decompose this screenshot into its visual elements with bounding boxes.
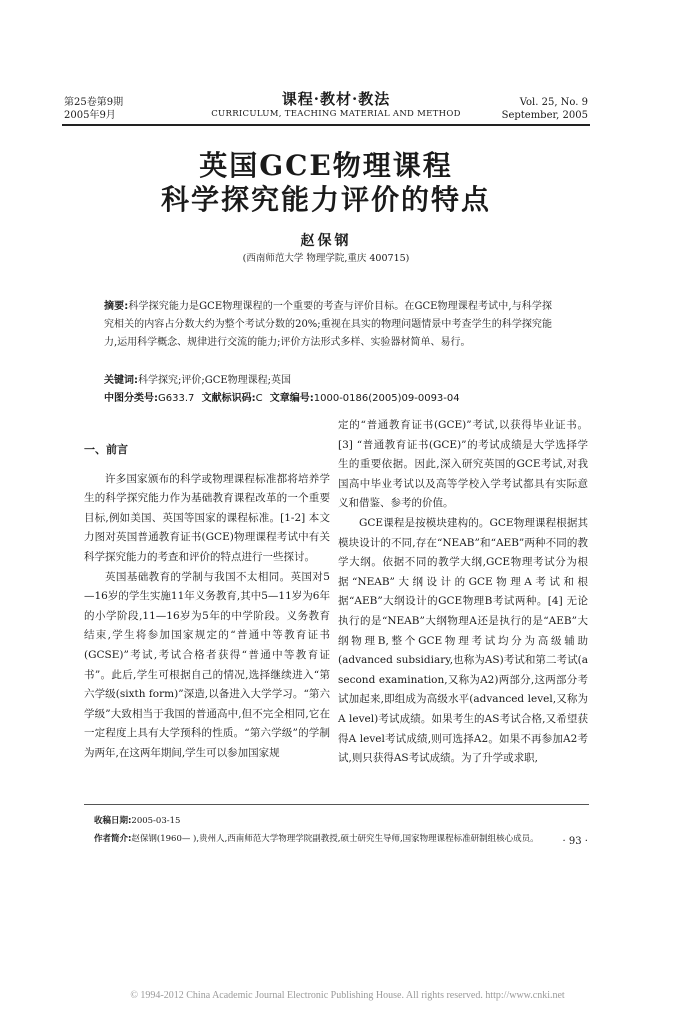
abstract-text: 科学探究能力是GCE物理课程的一个重要的考查与评价目标。在GCE物理课程考试中,与科学探究相关的内容占分数大约为整个考试分数的20%;重视在具实的物理问题情景中考查学生的科学探究能力,运用科学概念、规律进行交流的能力;评价方法形式多样、实验器材简单、易行。 — [104, 301, 552, 348]
keywords-label: 关键词: — [104, 375, 138, 386]
header-date-cn: 2005年9月 — [64, 110, 116, 121]
clc-value: G633.7 — [158, 393, 195, 404]
journal-title-en: CURRICULUM, TEACHING MATERIAL AND METHOD — [211, 109, 461, 119]
article-title-line2: 科学探究能力评价的特点 — [160, 183, 491, 216]
bio-value: 赵保钢(1960— ),贵州人,西南师范大学物理学院副教授,硕士研究生导师,国家物理课程标准研制组核心成员。 — [131, 834, 539, 844]
header-journal — [196, 90, 476, 120]
copyright-notice: © 1994-2012 China Academic Journal Electronic Publishing House. All rights reserved. http://www.cnki.net — [130, 990, 565, 1001]
abstract-label: 摘要: — [104, 301, 129, 312]
article-number-label: 文章编号: — [269, 393, 314, 404]
body-left-column — [84, 440, 330, 764]
journal-title-cn: 课程·教材·教法 — [281, 90, 391, 108]
page-number: · 93 · — [562, 836, 588, 847]
doc-code-value: C — [255, 393, 263, 404]
bio-label: 作者简介: — [94, 834, 132, 844]
article-title-line1: 英国GCE物理课程 — [199, 149, 453, 182]
body-paragraph: 定的“普通教育证书(GCE)”考试,以获得毕业证书。[3] “普通教育证书(GCE)”的考试成绩是大学选择学生的重要依据。因此,深入研究英国的GCE考试,对我国高中毕业考试以及高等学校入学考试都具有实际意义和借鉴、参考的价值。 — [338, 419, 588, 510]
header-volume-info — [64, 96, 184, 122]
abstract — [104, 298, 552, 352]
keywords-text: 科学探究;评价;GCE物理课程;英国 — [138, 375, 292, 386]
header-rule — [62, 124, 590, 126]
doc-code-label: 文献标识码: — [201, 393, 256, 404]
classification-line — [104, 391, 552, 407]
body-paragraph: GCE课程是按模块建构的。GCE物理课程根据其模块设计的不同,存在“NEAB”和“AEB”两种不同的教学大纲。依据不同的教学大纲,GCE物理考试分为根据“NEAB”大纲设计的GCE物理A考试和根据“AEB”大纲设计的GCE物理B考试两种。[4] 无论执行的是“NEAB”大纲物理A还是执行的是“AEB”大纲物理B,整个GCE物理考试均分为高级辅助(advanced subsidiary,也称为AS)考试和第二考试(a second examination,又称为A2)两部分,这两部分考试加起来,即组成为高级水平(advanced level,又称为A level)考试成绩。如果考生的AS考试合格,又希望获得A level考试成绩,则可选择A2。如果不再参加A2考试,则只获得AS考试成绩。为了升学或求职, — [338, 516, 588, 765]
author-affiliation: (西南师范大学 物理学院,重庆 400715) — [242, 253, 410, 264]
header-volume-en: Vol. 25, No. 9 — [519, 97, 588, 108]
footnote-received — [94, 814, 589, 829]
received-label: 收稿日期: — [94, 816, 132, 826]
section-heading: 一、前言 — [84, 443, 128, 456]
header-volume-cn: 第25卷第9期 — [64, 97, 124, 108]
footnote-rule — [84, 804, 589, 805]
article-number-value: 1000-0186(2005)09-0093-04 — [313, 393, 460, 404]
header-date-en: September, 2005 — [501, 110, 588, 121]
clc-label: 中图分类号: — [104, 393, 158, 404]
header-volume-info-en — [496, 96, 588, 122]
body-paragraph: 英国基础教育的学制与我国不太相同。英国对5—16岁的学生实施11年义务教育,其中5—11岁为6年的小学阶段,11—16岁为5年的中学阶段。义务教育结束,学生将参加国家规定的“普通中等教育证书(GCSE)”考试,考试合格者获得“普通中等教育证书”。此后,学生可根据自己的情况,选择继续进入“第六学级(sixth form)”深造,以备进入大学学习。“第六学级”大致相当于我国的普通高中,但不完全相同,它在一定程度上具有大学预科的性质。“第六学级”的学制为两年,在这两年期间,学生可以参加国家规 — [84, 570, 330, 759]
keywords — [104, 373, 552, 389]
received-value: 2005-03-15 — [131, 816, 181, 826]
body-right-column — [338, 416, 588, 769]
author-name: 赵保钢 — [300, 233, 352, 249]
footnote-author-bio — [94, 832, 589, 847]
body-paragraph: 许多国家颁布的科学或物理课程标准都将培养学生的科学探究能力作为基础教育课程改革的一个重要目标,例如美国、英国等国家的课程标准。[1-2] 本文力图对英国普通教育证书(GCE)物理课程考试中有关科学探究能力的考查和评价的特点进行一些探讨。 — [84, 472, 330, 563]
